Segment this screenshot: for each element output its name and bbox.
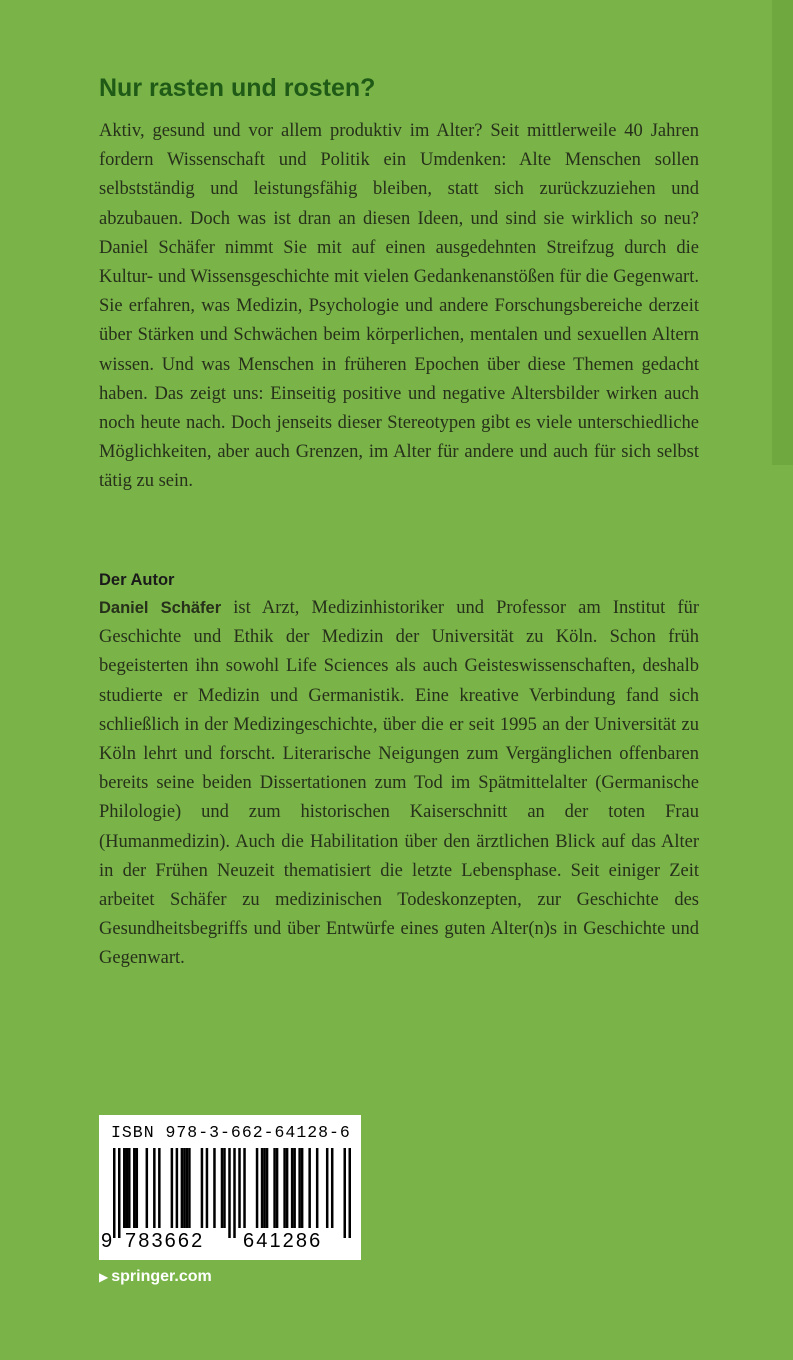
barcode-bar — [331, 1148, 334, 1228]
barcode-bar — [181, 1148, 184, 1228]
barcode-bar — [228, 1148, 231, 1238]
author-bio-text: ist Arzt, Medizinhistoriker und Professor am Institut für Geschichte und Ethik der Medizin der Universität zu Köln. Schon früh begeisterten ihn sowohl Life Sciences als auch Geisteswissenschaften, deshalb studierte er Medizin und Germanistik. Eine kreative Verbindung fand sich schließlich in der Medizingeschichte, über die er seit 1995 an der Universität zu Köln lehrt und forscht. Literarische Neigungen zum Vergänglichen offenbaren bereits seine beiden Dissertationen zum Tod im Spätmittelalter (Germanische Philologie) und zum historischen Kaiserschnitt an der toten Frau (Humanmedizin). Auch die Habilitation über den ärztlichen Blick auf das Alter in der Frühen Neuzeit thematisiert die letzte Lebensphase. Seit einiger Zeit arbeitet Schäfer zu medizinischen Todeskonzepten, zur Geschichte des Gesundheitsbegriffs und über Entwürfe eines guten Alter(n)s in Geschichte und Gegenwart. — [99, 598, 699, 969]
barcode-digits-right: 641286 — [243, 1230, 323, 1252]
author-name: Daniel Schäfer — [99, 599, 222, 617]
barcode-bar — [283, 1148, 286, 1228]
publisher-link[interactable] — [99, 1266, 212, 1288]
barcode-bar — [221, 1148, 224, 1228]
barcode-bar — [113, 1148, 116, 1238]
barcode-bar — [223, 1148, 226, 1228]
barcode-bar — [213, 1148, 216, 1228]
barcode-bar — [316, 1148, 319, 1228]
barcode-bar — [263, 1148, 266, 1228]
barcode-bar — [243, 1148, 246, 1228]
barcode-bar — [136, 1148, 139, 1228]
arrow-right-icon: ▶ — [99, 1270, 109, 1284]
barcode-bar — [186, 1148, 189, 1228]
barcode-bar — [238, 1148, 241, 1228]
barcode-bar — [273, 1148, 276, 1228]
isbn-label: ISBN 978-3-662-64128-6 — [111, 1123, 351, 1142]
barcode-bar — [343, 1148, 346, 1238]
barcode-bar — [133, 1148, 136, 1228]
barcode-bar — [188, 1148, 191, 1228]
barcode-bar — [326, 1148, 329, 1228]
barcode-bar — [118, 1148, 121, 1238]
barcode-bar — [206, 1148, 209, 1228]
barcode-bar — [123, 1148, 126, 1228]
barcode-bar — [308, 1148, 311, 1228]
barcode-bar — [291, 1148, 294, 1228]
barcode-box — [99, 1115, 361, 1260]
barcode-bar — [158, 1148, 161, 1228]
barcode-bar — [261, 1148, 264, 1228]
barcode-bar — [256, 1148, 259, 1228]
barcode-bar — [301, 1148, 304, 1228]
blurb-text: Aktiv, gesund und vor allem produktiv im Alter? Seit mittlerweile 40 Jahren fordern Wissenschaft und Politik ein Umdenken: Alte Menschen sollen selbstständig und leistungsfähig bleiben, statt sich zurückzuziehen und abzubauen. Doch was ist dran an diesen Ideen, und sind sie wirklich so neu? Daniel Schäfer nimmt Sie mit auf einen ausgedehnten Streifzug durch die Kultur- und Wissensgeschichte mit vielen Gedankenanstößen für die Gegenwart. Sie erfahren, was Medizin, Psychologie und andere Forschungsbereiche derzeit über Stärken und Schwächen beim körperlichen, mentalen und sexuellen Altern wissen. Und was Menschen in früheren Epochen über diese Themen gedacht haben. Das zeigt uns: Einseitig positive und negative Altersbilder wirken auch noch heute nach. Doch jenseits dieser Stereotypen gibt es viele unterschiedliche Möglichkeiten, aber auch Grenzen, im Alter für andere und auch für sich selbst tätig zu sein. — [99, 121, 699, 492]
barcode-bar — [153, 1148, 156, 1228]
barcode-bar — [286, 1148, 289, 1228]
barcode-bars — [113, 1148, 351, 1238]
book-title: Nur rasten und rosten? — [99, 74, 376, 102]
barcode-bar — [233, 1148, 236, 1238]
publisher-url: springer.com — [111, 1268, 212, 1285]
barcode-bar — [171, 1148, 174, 1228]
barcode-bar — [293, 1148, 296, 1228]
author-bio — [99, 594, 699, 974]
barcode-bar — [146, 1148, 149, 1228]
barcode-bar — [201, 1148, 204, 1228]
barcode-bar — [183, 1148, 186, 1228]
barcode-bar — [266, 1148, 269, 1228]
spine-edge — [772, 0, 793, 465]
barcode-bar — [348, 1148, 351, 1238]
author-heading: Der Autor — [99, 571, 175, 589]
barcode-bar — [126, 1148, 129, 1228]
barcode-digit-first: 9 — [101, 1230, 113, 1252]
barcode-bar — [298, 1148, 301, 1228]
barcode-bar — [276, 1148, 279, 1228]
barcode-bar — [128, 1148, 131, 1228]
barcode-digits-left: 783662 — [125, 1230, 205, 1252]
barcode-bar — [176, 1148, 179, 1228]
